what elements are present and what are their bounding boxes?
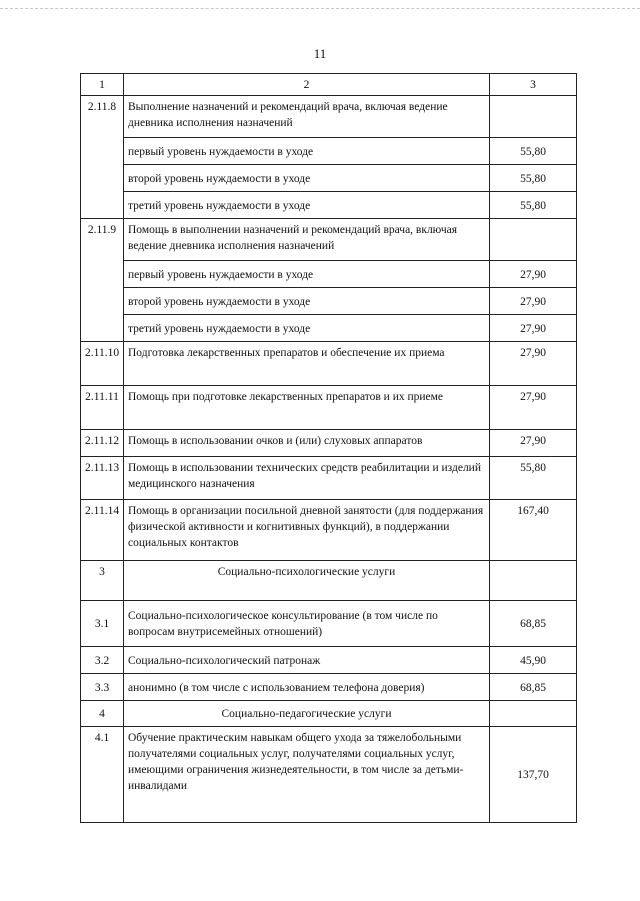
table-row <box>81 138 577 165</box>
row-price: 27,90 <box>490 261 577 288</box>
table-row <box>81 315 577 342</box>
row-text: Социально-психологический патронаж <box>124 647 490 674</box>
section-code: 4 <box>81 701 124 727</box>
row-code: 2.11.10 <box>81 342 124 386</box>
row-text: третий уровень нуждаемости в уходе <box>124 192 490 219</box>
row-price: 27,90 <box>490 430 577 457</box>
row-code: 3.3 <box>81 674 124 701</box>
row-text: анонимно (в том числе с использованием телефона доверия) <box>124 674 490 701</box>
row-text: второй уровень нуждаемости в уходе <box>124 288 490 315</box>
row-price: 137,70 <box>490 727 577 823</box>
table-row <box>81 386 577 430</box>
services-price-table <box>80 73 577 823</box>
row-price <box>490 701 577 727</box>
table-row <box>81 500 577 561</box>
row-text: Выполнение назначений и рекомендаций врача, включая ведение дневника исполнения назначений <box>124 96 490 138</box>
table-row <box>81 430 577 457</box>
row-code: 3.1 <box>81 601 124 647</box>
header-col-1: 1 <box>81 74 124 96</box>
section-title: Социально-психологические услуги <box>124 561 490 601</box>
row-text: Помощь в выполнении назначений и рекомендаций врача, включая ведение дневника исполнения назначений <box>124 219 490 261</box>
table-row <box>81 647 577 674</box>
row-code: 3.2 <box>81 647 124 674</box>
top-divider <box>0 8 640 10</box>
row-code: 2.11.13 <box>81 457 124 500</box>
table-row <box>81 601 577 647</box>
header-col-3: 3 <box>490 74 577 96</box>
row-code: 2.11.11 <box>81 386 124 430</box>
row-price: 27,90 <box>490 342 577 386</box>
header-col-2: 2 <box>124 74 490 96</box>
row-code: 4.1 <box>81 727 124 823</box>
table-row <box>81 288 577 315</box>
table-header-row <box>81 74 577 96</box>
table-row <box>81 457 577 500</box>
row-price <box>490 96 577 138</box>
section-row <box>81 561 577 601</box>
table-row <box>81 192 577 219</box>
row-price: 45,90 <box>490 647 577 674</box>
table-row <box>81 674 577 701</box>
row-price <box>490 219 577 261</box>
table-row <box>81 165 577 192</box>
row-price: 167,40 <box>490 500 577 561</box>
row-price: 27,90 <box>490 288 577 315</box>
row-text: Помощь в организации посильной дневной занятости (для поддержания физической активности и когнитивных функций), в поддержании социальных контактов <box>124 500 490 561</box>
row-text: первый уровень нуждаемости в уходе <box>124 261 490 288</box>
row-text: Помощь при подготовке лекарственных препаратов и их приеме <box>124 386 490 430</box>
table-row <box>81 219 577 261</box>
row-code: 2.11.8 <box>81 96 124 219</box>
row-price: 55,80 <box>490 138 577 165</box>
row-price: 27,90 <box>490 386 577 430</box>
row-text: Помощь в использовании технических средств реабилитации и изделий медицинского назначения <box>124 457 490 500</box>
row-text: третий уровень нуждаемости в уходе <box>124 315 490 342</box>
row-price: 55,80 <box>490 457 577 500</box>
row-text: Подготовка лекарственных препаратов и обеспечение их приема <box>124 342 490 386</box>
row-text: Социально-психологическое консультирование (в том числе по вопросам внутрисемейных отношений) <box>124 601 490 647</box>
row-price: 55,80 <box>490 165 577 192</box>
row-code: 2.11.9 <box>81 219 124 342</box>
table-row <box>81 261 577 288</box>
section-code: 3 <box>81 561 124 601</box>
row-code: 2.11.12 <box>81 430 124 457</box>
row-price <box>490 561 577 601</box>
row-price: 68,85 <box>490 674 577 701</box>
row-text: первый уровень нуждаемости в уходе <box>124 138 490 165</box>
table-row <box>81 96 577 138</box>
table-row <box>81 727 577 823</box>
row-text: Помощь в использовании очков и (или) слуховых аппаратов <box>124 430 490 457</box>
section-title: Социально-педагогические услуги <box>124 701 490 727</box>
row-price: 55,80 <box>490 192 577 219</box>
row-price: 68,85 <box>490 601 577 647</box>
row-code: 2.11.14 <box>81 500 124 561</box>
row-text: Обучение практическим навыкам общего ухода за тяжелобольными получателями социальных услуг, получателями социальных услуг, имеющими ограничения жизнедеятельности, в том числе за детьми-инвалидами <box>124 727 490 823</box>
section-row <box>81 701 577 727</box>
table-row <box>81 342 577 386</box>
row-price: 27,90 <box>490 315 577 342</box>
row-text: второй уровень нуждаемости в уходе <box>124 165 490 192</box>
page-number: 11 <box>313 46 327 61</box>
